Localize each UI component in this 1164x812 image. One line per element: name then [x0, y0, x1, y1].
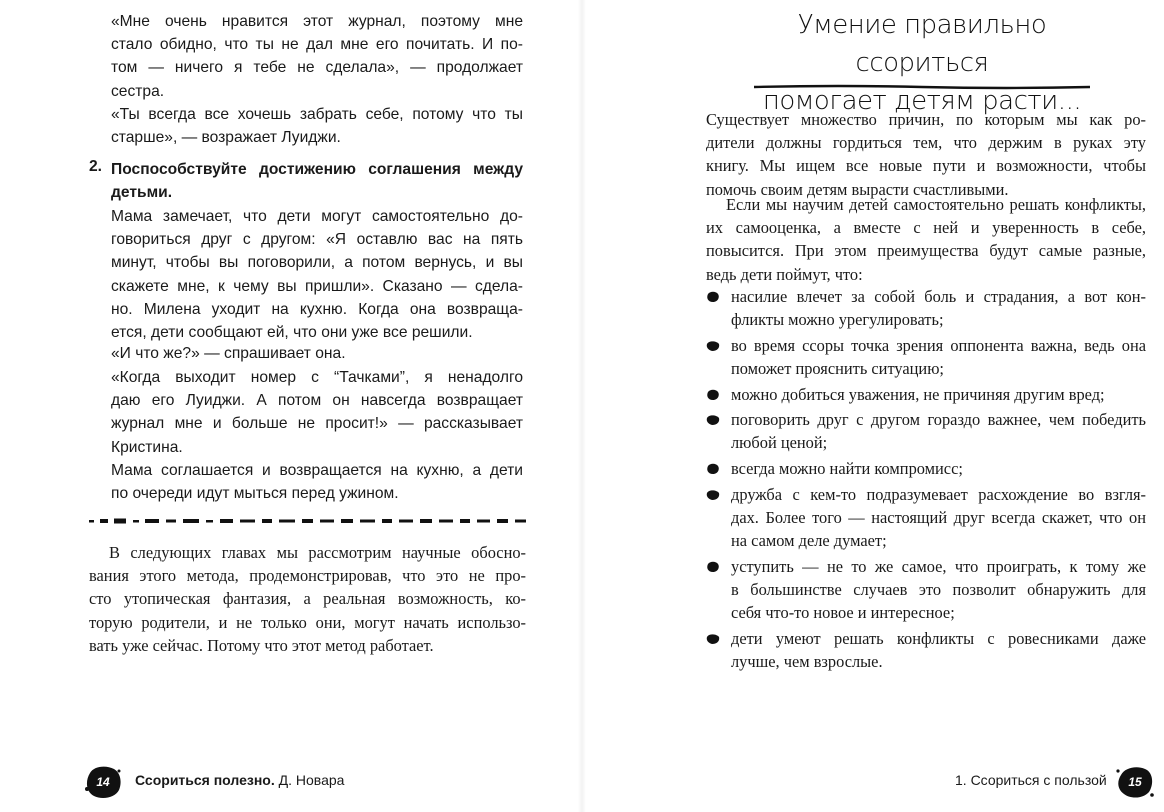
- footer-running-head: [135, 772, 344, 788]
- text-line: В следующих главах мы рассмотрим научные обосно-: [109, 543, 526, 562]
- text-line: можно добиться уважения, не причиняя другим вред;: [731, 385, 1105, 404]
- text-line: вания этого метода, продемонстрировав, что это не про-: [89, 566, 526, 586]
- chapter-title: [734, 6, 1110, 120]
- paragraph-4: [111, 342, 523, 365]
- text-line: сестра.: [111, 82, 165, 100]
- closing-paragraph: [89, 541, 526, 657]
- text-line: книгу. Мы ищем все новые пути и возможности, чтобы: [706, 156, 1146, 176]
- text-line: «Ты всегда все хочешь забрать себе, потому что ты: [111, 106, 523, 123]
- paragraph-3: [111, 205, 523, 344]
- text-line: детьми.: [111, 184, 173, 202]
- chapter-title-line: помогает детям расти...: [762, 86, 1082, 116]
- text-line: фликты можно урегулировать;: [731, 310, 944, 330]
- text-line: всегда можно найти компромисс;: [731, 459, 963, 478]
- text-line: насилие влечет за собой боль и страдания, а вот кон-: [731, 287, 1146, 306]
- text-line: стало обидно, что ты не дал мне его почитать. И по-: [111, 36, 523, 54]
- text-line: говориться друг с другом: «Я оставлю вас на пять: [111, 231, 523, 249]
- section-heading: [111, 158, 523, 204]
- text-line: старше», — возражает Луиджи.: [111, 129, 341, 147]
- page-number: 14: [96, 775, 110, 789]
- text-line: во время ссоры точка зрения оппонента важна, ведь она: [731, 336, 1146, 355]
- ink-bullet-icon: [706, 561, 720, 573]
- paragraph-5: [111, 366, 523, 459]
- ink-bullet-icon: [706, 340, 720, 352]
- text-line: Если мы научим детей самостоятельно решать конфликты,: [726, 195, 1146, 214]
- paragraph-2: [111, 103, 523, 149]
- text-line: Мама замечает, что дети могут самостоятельно до-: [111, 208, 523, 225]
- ink-bullet-icon: [706, 463, 720, 475]
- text-line: сто утопическая фантазия, а реальная возможность, ко-: [89, 589, 526, 609]
- dashed-divider: [89, 517, 526, 525]
- text-line: в большинстве случаев это позволит обнаружить для: [731, 580, 1146, 600]
- text-line: ведь дети поймут, что:: [706, 264, 863, 284]
- text-line: минут, чтобы вы поговорили, а потом вернусь, и вы: [111, 254, 523, 272]
- text-line: дах. Более того — настоящий друг всегда скажет, что он: [731, 508, 1146, 528]
- text-line: том — ничего я тебе не сделала», — продолжает: [111, 59, 523, 77]
- ink-bullet-icon: [706, 389, 720, 401]
- text-line: Мама соглашается и возвращается на кухню, а дети: [111, 462, 523, 479]
- text-line: даю его Луиджи. А потом он навсегда возвращает: [111, 392, 523, 410]
- text-line: «И что же?» — спрашивает она.: [111, 345, 346, 362]
- page-number: 15: [1128, 775, 1142, 789]
- ink-bullet-icon: [706, 291, 720, 303]
- list-number: 2.: [89, 158, 103, 175]
- text-line: поможет прояснить ситуацию;: [731, 359, 944, 379]
- text-line: Существует множество причин, по которым мы как ро-: [706, 110, 1146, 129]
- ink-bullet-icon: [706, 414, 720, 426]
- ink-bullet-icon: [706, 633, 720, 645]
- intro-paragraph: [706, 108, 1146, 201]
- ink-bullet-icon: [706, 489, 720, 501]
- text-line: по очереди идут мыться перед ужином.: [111, 485, 399, 503]
- text-line: любой ценой;: [731, 433, 828, 453]
- text-line: «Когда выходит номер с “Тачками”, я ненадолго: [111, 369, 523, 386]
- text-line: поговорить друг с другом гораздо важнее, чем победить: [731, 410, 1146, 429]
- text-line: дружба с кем-то подразумевает расхождение во взгля-: [731, 485, 1146, 504]
- text-line: «Мне очень нравится этот журнал, поэтому мне: [111, 13, 523, 30]
- text-line: скажете мне, к чему вы пришли». Сказано — сдела-: [111, 277, 523, 295]
- text-line: дители должны гордиться тем, что держим в руках эту: [706, 133, 1146, 153]
- title-underline: [754, 84, 1090, 90]
- paragraph-6: [111, 459, 523, 505]
- text-line: себя что-то новое и интересное;: [731, 603, 955, 623]
- text-line: торую родители, и не только они, могут начать использо-: [89, 612, 526, 632]
- footer-book-title: Ссориться полезно.: [135, 772, 275, 788]
- text-line: помочь своим детям вырасти счастливыми.: [706, 179, 1009, 199]
- chapter-title-line: Умение правильно ссориться: [797, 10, 1047, 78]
- benefits-paragraph: [706, 193, 1146, 286]
- text-line: дети умеют решать конфликты с ровесниками даже: [731, 629, 1146, 648]
- paragraph-1: [111, 10, 523, 103]
- text-line: лучше, чем взрослые.: [731, 652, 883, 672]
- text-line: их самооценка, а вместе с ней и уверенность в себе,: [706, 218, 1146, 238]
- text-line: Поспособствуйте достижению соглашения между: [111, 161, 523, 178]
- footer-author: Д. Новара: [278, 772, 345, 788]
- text-line: вать уже сейчас. Потому что этот метод работает.: [89, 635, 434, 655]
- text-line: журнал мне и больше не просит!» — рассказывает: [111, 415, 523, 433]
- text-line: уступить — не то же самое, что проиграть, к тому же: [731, 557, 1146, 576]
- text-line: Кристина.: [111, 438, 183, 456]
- text-line: ется, дети сообщают ей, что они уже все решили.: [111, 324, 473, 342]
- text-line: но. Милена уходит на кухню. Когда она возвраща-: [111, 300, 523, 318]
- footer-chapter-label: 1. Ссориться с пользой: [955, 772, 1107, 788]
- text-line: на самом деле думает;: [731, 531, 887, 551]
- text-line: повысится. При этом преимущества будут самые разные,: [706, 241, 1146, 261]
